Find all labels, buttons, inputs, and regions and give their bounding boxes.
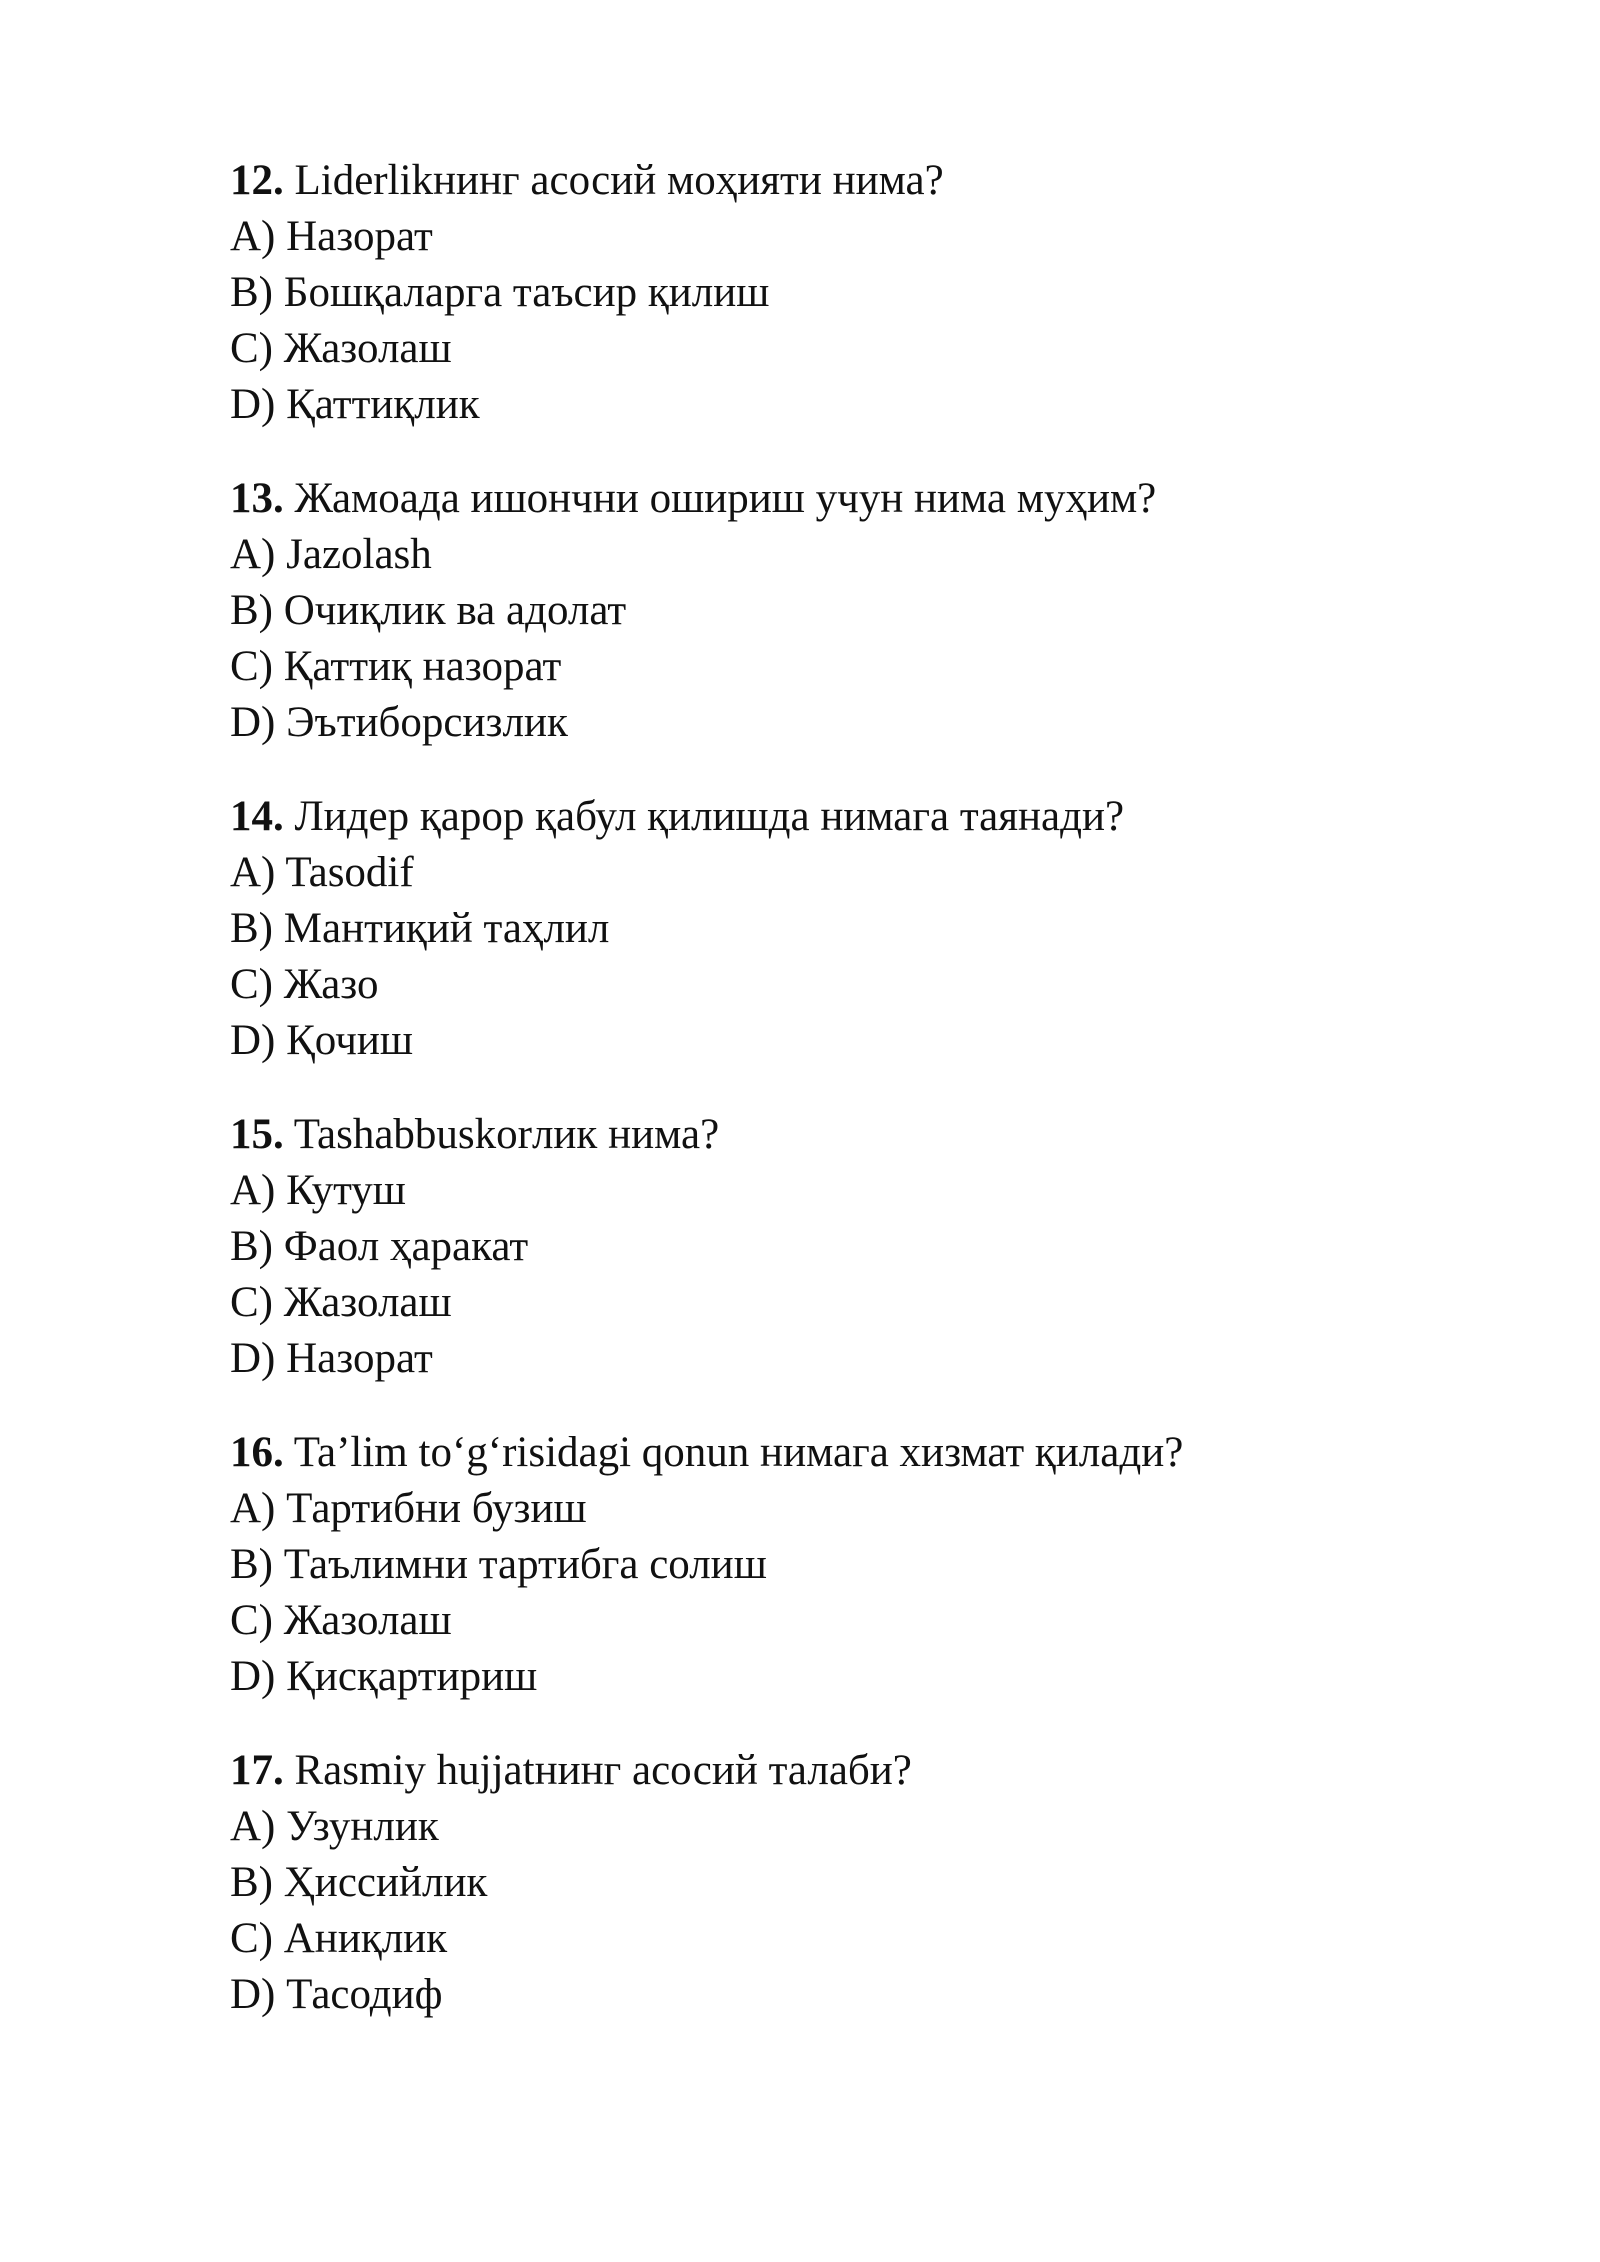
option-c: C) Жазолаш xyxy=(230,325,452,372)
option-b: B) Бошқаларга таъсир қилиш xyxy=(230,269,770,316)
option-d: D) Тасодиф xyxy=(230,1971,443,2018)
question-17 xyxy=(230,1743,1530,2023)
option-b: B) Ҳиссийлик xyxy=(230,1859,488,1906)
question-number: 12. xyxy=(230,157,284,204)
question-13 xyxy=(230,471,1530,751)
option-c: C) Аниқлик xyxy=(230,1915,448,1962)
option-a: A) Узунлик xyxy=(230,1803,439,1850)
question-number: 16. xyxy=(230,1429,284,1476)
question-text: Ta’lim to‘g‘risidagi qonun нимага хизмат қилади? xyxy=(293,1429,1184,1476)
option-b: B) Фаол ҳаракат xyxy=(230,1223,529,1270)
question-line xyxy=(230,1743,1530,1799)
question-text: Лидер қарор қабул қилишда нимага таянади? xyxy=(294,793,1125,840)
question-line xyxy=(230,153,1530,209)
option-d: D) Назорат xyxy=(230,1335,433,1382)
option-c: C) Жазолаш xyxy=(230,1597,452,1644)
question-12 xyxy=(230,153,1530,433)
question-number: 17. xyxy=(230,1747,284,1794)
question-number: 14. xyxy=(230,793,284,840)
question-line xyxy=(230,1107,1530,1163)
question-15 xyxy=(230,1107,1530,1387)
question-16 xyxy=(230,1425,1530,1705)
question-line xyxy=(230,789,1530,845)
option-a: A) Назорат xyxy=(230,213,433,260)
question-text: Liderlikнинг асосий моҳияти нима? xyxy=(294,157,944,204)
option-b: B) Мантиқий таҳлил xyxy=(230,905,610,952)
question-number: 13. xyxy=(230,475,284,522)
option-d: D) Қисқартириш xyxy=(230,1653,538,1700)
option-c: C) Жазолаш xyxy=(230,1279,452,1326)
question-number: 15. xyxy=(230,1111,284,1158)
option-b: B) Очиқлик ва адолат xyxy=(230,587,627,634)
question-text: Tashabbuskorлик нима? xyxy=(293,1111,720,1158)
option-a: A) Tasodif xyxy=(230,849,414,896)
option-a: A) Тартибни бузиш xyxy=(230,1485,587,1532)
question-line xyxy=(230,1425,1530,1481)
option-a: A) Кутуш xyxy=(230,1167,406,1214)
question-line xyxy=(230,471,1530,527)
option-c: C) Жазо xyxy=(230,961,379,1008)
question-text: Rasmiy hujjatнинг асосий талаби? xyxy=(294,1747,912,1794)
question-14 xyxy=(230,789,1530,1069)
question-text: Жамоада ишончни ошириш учун нима муҳим? xyxy=(294,475,1157,522)
option-d: D) Қаттиқлик xyxy=(230,381,480,428)
document-page xyxy=(230,153,1530,2061)
option-d: D) Эътиборсизлик xyxy=(230,699,568,746)
option-c: C) Қаттиқ назорат xyxy=(230,643,562,690)
option-d: D) Қочиш xyxy=(230,1017,413,1064)
option-a: A) Jazolash xyxy=(230,531,432,578)
option-b: B) Таълимни тартибга солиш xyxy=(230,1541,767,1588)
